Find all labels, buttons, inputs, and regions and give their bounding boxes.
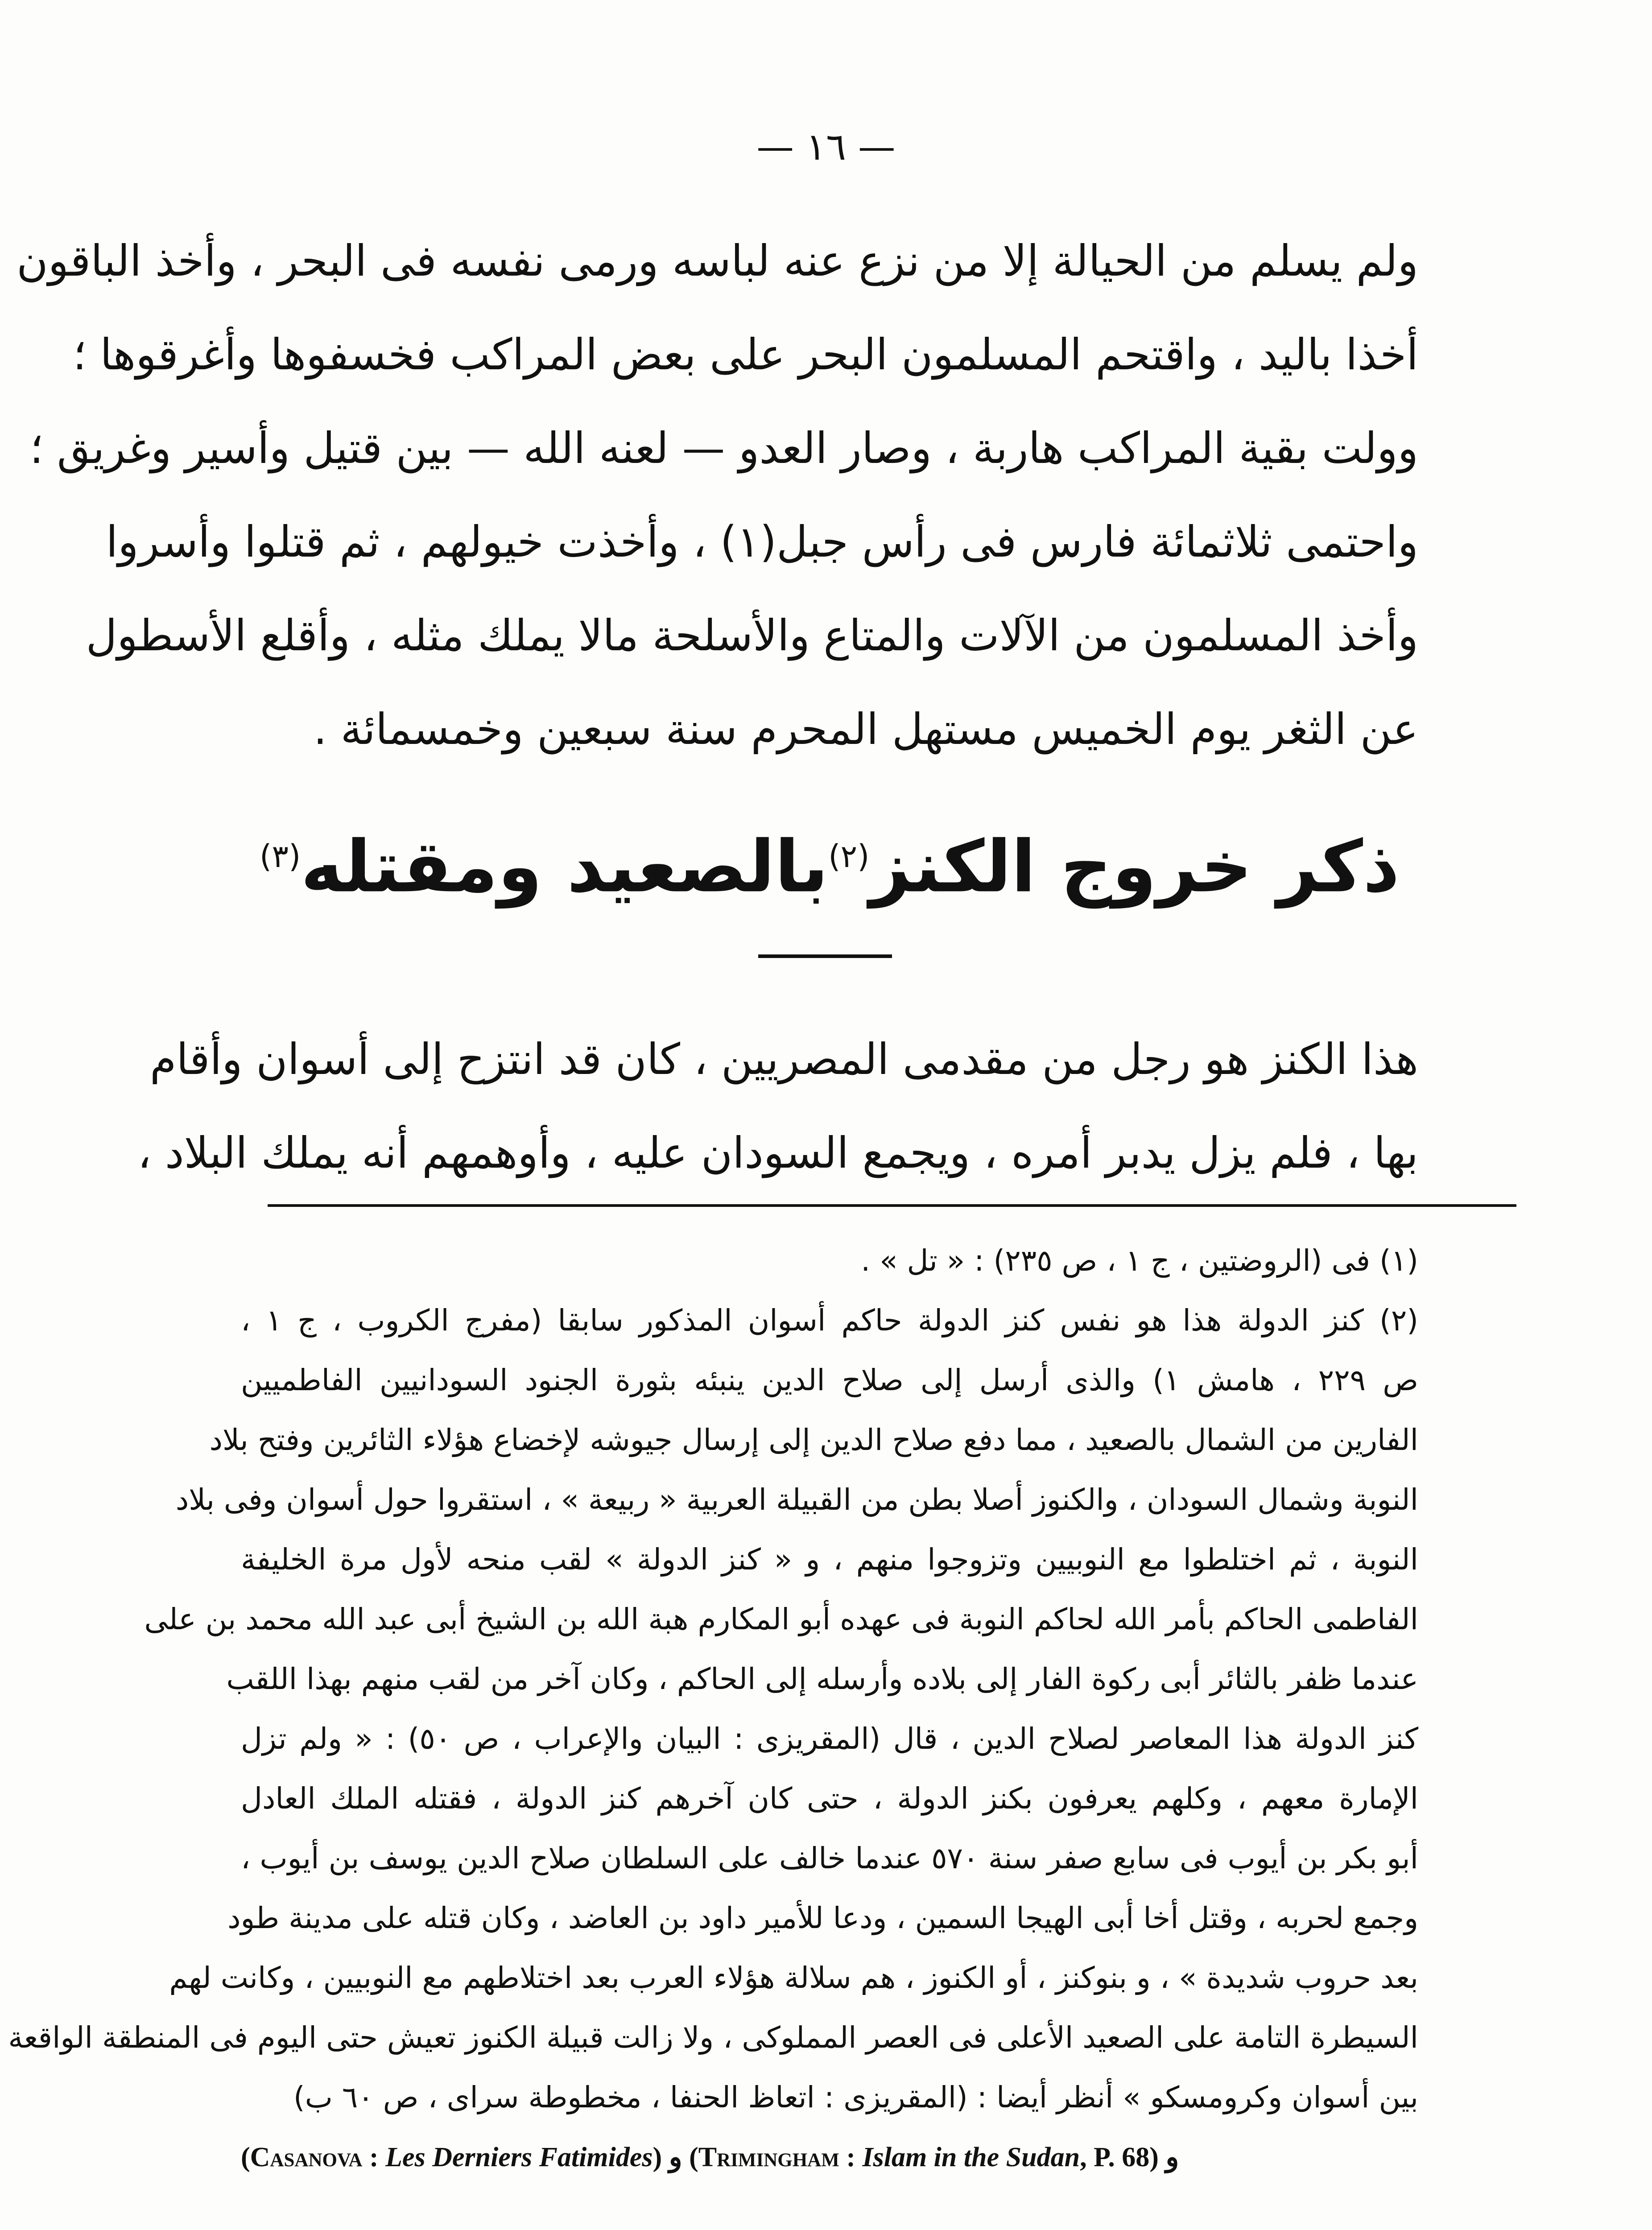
footnote-ref: (٢) [828,838,870,875]
footnote-line: بعد حروب شديدة » ، و بنوكنز ، أو الكنوز ، هم سلالة هؤلاء العرب بعد اختلاطهم مع النوبيين ، وكانت لهم [169,1961,1418,1995]
footnote-line: كنز الدولة هذا المعاصر لصلاح الدين ، قال (المقريزى : البيان والإعراب ، ص ٥٠) : « ولم تزل [241,1722,1419,1756]
page-number: — ١٦ — [756,125,896,169]
footnote-line: بين أسوان وكرومسكو » أنظر أيضا : (المقريزى : اتعاظ الحنفا ، مخطوطة سراى ، ص ٦٠ ب) [293,2080,1418,2114]
footnote-line: النوبة وشمال السودان ، والكنوز أصلا بطن من القبيلة العربية « ربيعة » ، استقروا حول أسوان وفى بلاد [175,1483,1418,1517]
footnote-line: الإمارة معهم ، وكلهم يعرفون بكنز الدولة ، حتى كان آخرهم كنز الدولة ، فقتله الملك العادل [241,1781,1418,1816]
footnote-3 [241,2218,1418,2230]
footnote-line: السيطرة التامة على الصعيد الأعلى فى العصر المملوكى ، ولا زالت قبيلة الكنوز تعيش حتى اليوم فى المنطقة الواقعة [8,2020,1418,2055]
citation-punct: ) و ( [653,2142,698,2172]
paragraph-line: واحتمى ثلاثمائة فارس فى رأس جبل(١) ، وأخذت خيولهم ، ثم قتلوا وأسروا [106,517,1418,567]
heading-divider [758,954,892,958]
footnote-ref: (٣) [260,838,301,875]
citation-author: Casanova [250,2142,363,2172]
citation-author: Trimingham [698,2142,839,2172]
footnote-line: النوبة ، ثم اختلطوا مع النوبيين وتزوجوا منهم ، و « كنز الدولة » لقب منحه لأول مرة الخليفة [241,1542,1418,1577]
footnote-divider [268,1204,1516,1207]
paragraph-line: وولت بقية المراكب هاربة ، وصار العدو — لعنه الله — بين قتيل وأسير وغريق ؛ [29,423,1418,473]
heading-text: ذكر خروج الكنز [869,825,1400,909]
latin-citation: (Casanova : Les Derniers Fatimides) و (Trimingham : Islam in the Sudan, P. 68) و [241,2142,1179,2172]
citation-page: , P. 68) و [1080,2142,1179,2172]
footnote-line: الفاطمى الحاكم بأمر الله لحاكم النوبة فى عهده أبو المكارم هبة الله بن الشيخ أبى عبد الله محمد بن على [144,1602,1418,1636]
paragraph-line: هذا الكنز هو رجل من مقدمى المصريين ، كان قد انتزح إلى أسوان وأقام [149,1034,1418,1084]
main-paragraph [17,214,1418,776]
footnote-line: أبو بكر بن أيوب فى سابع صفر سنة ٥٧٠ عندما خالف على السلطان صلاح الدين يوسف بن أيوب ، [241,1841,1418,1875]
citation-title: Les Derniers Fatimides [385,2142,653,2172]
section-heading [241,803,1418,920]
paragraph-line: أخذا باليد ، واقتحم المسلمون البحر على بعض المراكب فخسفوها وأغرقوها ؛ [73,330,1418,380]
footnote-line: الفارين من الشمال بالصعيد ، مما دفع صلاح الدين إلى إرسال جيوشه لإخضاع هؤلاء الثائرين وفتح بلاد [209,1423,1418,1457]
citation-title: Islam in the Sudan [862,2142,1080,2172]
citation-punct: ( [241,2142,250,2172]
footnotes [8,1231,1419,2230]
footnote-1: (١) فى (الروضتين ، ج ١ ، ص ٢٣٥) : « تل » . [861,1243,1418,1278]
paragraph-line: وأخذ المسلمون من الآلات والمتاع والأسلحة مالا يملك مثله ، وأقلع الأسطول [86,611,1418,661]
footnote-line: ص ٢٢٩ ، هامش ١) والذى أرسل إلى صلاح الدين ينبئه بثورة الجنود السودانيين الفاطميين [241,1363,1419,1397]
footnote-line: (٢) كنز الدولة هذا هو نفس كنز الدولة حاكم أسوان المذكور سابقا (مفرج الكروب ، ج ١ ، [241,1303,1419,1338]
paragraph-line: بها ، فلم يزل يدبر أمره ، ويجمع السودان عليه ، وأوهمهم أنه يملك البلاد ، [137,1128,1418,1178]
footnote-line: وجمع لحربه ، وقتل أخا أبى الهيجا السمين ، ودعا للأمير داود بن العاضد ، وكان قتله على مدينة طود [227,1901,1418,1935]
second-paragraph [137,1012,1418,1200]
heading-text: بالصعيد ومقتله [301,825,829,909]
paragraph-line: ولم يسلم من الحيالة إلا من نزع عنه لباسه ورمى نفسه فى البحر ، وأخذ الباقون [17,236,1418,286]
footnote-line: عندما ظفر بالثائر أبى ركوة الفار إلى بلاده وأرسله إلى الحاكم ، وكان آخر من لقب منهم بهذا اللقب [226,1662,1418,1696]
paragraph-line: عن الثغر يوم الخميس مستهل المحرم سنة سبعين وخمسمائة . [313,704,1418,754]
footnote-2 [8,1291,1419,2187]
